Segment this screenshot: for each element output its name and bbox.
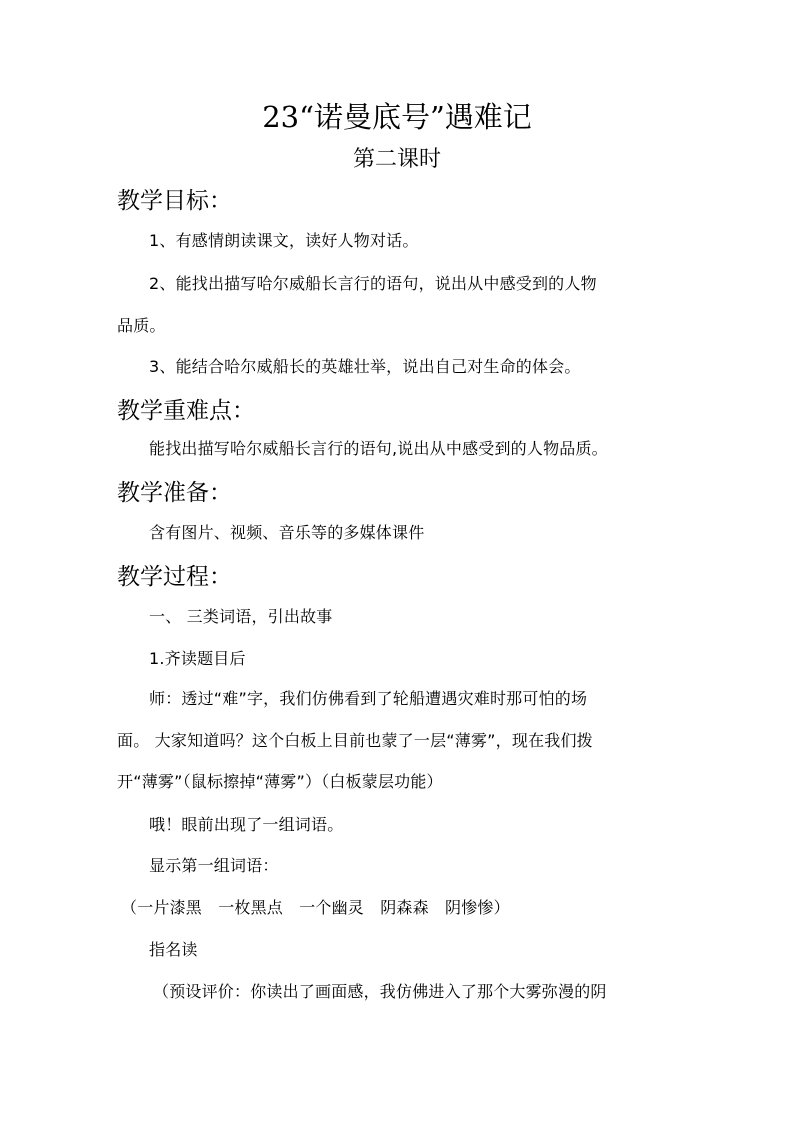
page-title: 23“诺曼底号”遇难记 [262,100,532,134]
process-section-1: 一、 三类词语，引出故事 [149,607,333,626]
teacher-line-1: 师：透过“难”字，我们仿佛看到了轮船遭遇灾难时那可怕的场 [149,689,588,708]
name-read-line: 指名读 [149,940,198,959]
show-words-line: 显示第一组词语： [149,856,279,875]
page-subtitle: 第二课时 [352,147,441,172]
objective-item-1: 1、有感情朗读课文，读好人物对话。 [149,231,419,250]
objective-item-3: 3、能结合哈尔威船长的英雄壮举，说出自己对生命的体会。 [149,357,581,376]
process-step-1: 1.齐读题目后 [149,649,246,668]
objective-item-2-line-2: 品质。 [117,316,166,335]
heading-process: 教学过程： [117,564,232,590]
evaluation-line-1: （预设评价：你读出了画面感，我仿佛进入了那个大雾弥漫的阴 [153,982,607,1001]
heading-objectives: 教学目标： [117,188,232,214]
teacher-line-3: 开“薄雾”（鼠标擦掉“薄雾”）（白板蒙层功能） [117,772,443,791]
teacher-line-2: 面。 大家知道吗？这个白板上目前也蒙了一层“薄雾”，现在我们拨 [117,731,593,750]
preparation-text: 含有图片、视频、音乐等的多媒体课件 [149,523,425,542]
objective-item-2-line-1: 2、能找出描写哈尔威船长言行的语句，说出从中感受到的人物 [149,274,597,293]
key-points-text: 能找出描写哈尔威船长言行的语句,说出从中感受到的人物品质。 [149,439,608,458]
heading-key-points: 教学重难点： [117,398,255,424]
word-group-1: （一片漆黑 一枚黑点 一个幽灵 阴森森 阴惨惨） [121,898,510,917]
oh-line: 哦！眼前出现了一组词语。 [149,815,344,834]
heading-preparation: 教学准备： [117,480,232,506]
